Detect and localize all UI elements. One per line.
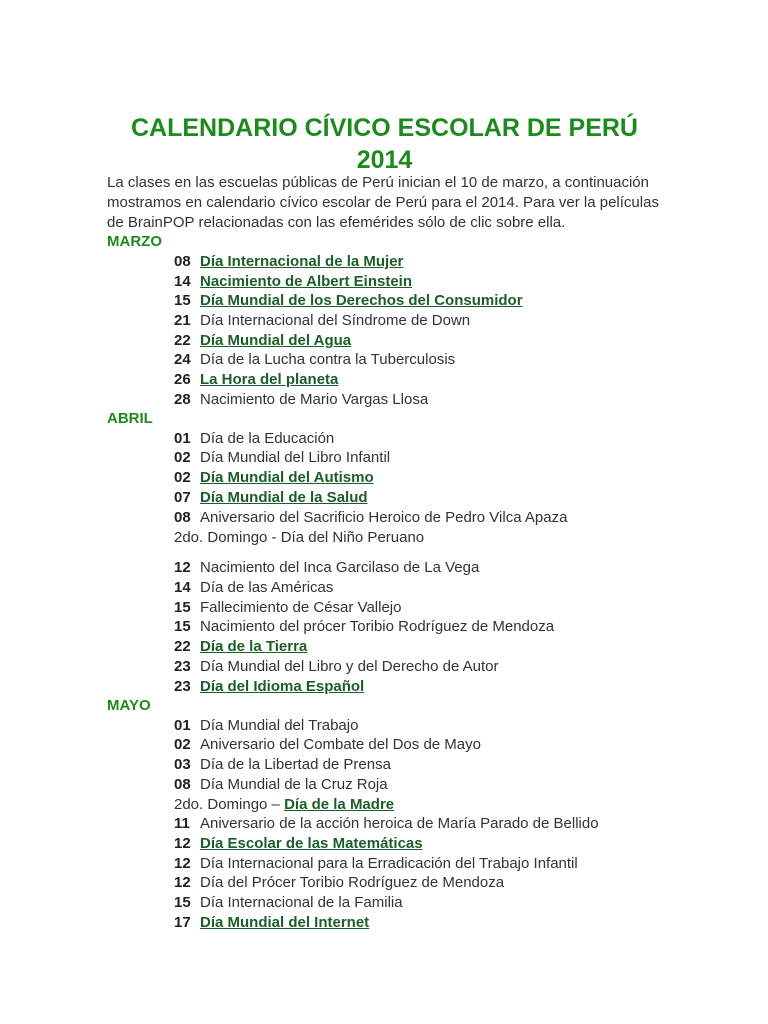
event-date-prefix: 2do. Domingo - Día del Niño Peruano [174, 529, 425, 546]
event-day: 02 [174, 469, 191, 486]
event-text: Día Mundial del Libro Infantil [200, 449, 391, 466]
calendar-event-row [174, 291, 523, 311]
calendar-event-row [174, 468, 374, 488]
event-text: Día del Prócer Toribio Rodríguez de Mendoza [200, 874, 505, 891]
event-day: 14 [174, 273, 191, 290]
calendar-event-row [174, 913, 369, 933]
calendar-event-row [174, 677, 364, 697]
event-link[interactable]: Día Mundial del Agua [200, 332, 352, 349]
calendar-event-row [174, 814, 599, 834]
month-heading-mayo: MAYO [107, 697, 151, 714]
event-link[interactable]: Día de la Tierra [200, 638, 308, 655]
event-day: 07 [174, 489, 191, 506]
calendar-event-row [174, 755, 391, 775]
calendar-event-row [174, 854, 578, 874]
event-day: 17 [174, 914, 191, 931]
calendar-event-row [174, 795, 394, 815]
calendar-event-row [174, 735, 481, 755]
event-day: 12 [174, 874, 191, 891]
calendar-event-row [174, 448, 390, 468]
calendar-event-row [174, 390, 428, 410]
event-text: Día de la Lucha contra la Tuberculosis [200, 351, 456, 368]
calendar-event-row [174, 775, 388, 795]
calendar-event-row [174, 508, 567, 528]
calendar-event-row [174, 637, 307, 657]
calendar-event-row [174, 350, 455, 370]
calendar-event-row [174, 429, 334, 449]
event-link[interactable]: Día Mundial del Autismo [200, 469, 374, 486]
page-title: CALENDARIO CÍVICO ESCOLAR DE PERÚ 2014 [131, 114, 638, 174]
event-text: Día de la Libertad de Prensa [200, 756, 391, 773]
event-day: 15 [174, 894, 191, 911]
event-day: 02 [174, 449, 191, 466]
month-heading-abril: ABRIL [107, 410, 153, 427]
event-day: 12 [174, 559, 191, 576]
intro-paragraph: La clases en las escuelas públicas de Perú inician el 10 de marzo, a continuación mostramos en calendario cívico escolar de Perú para el 2014. Para ver la películas de BrainPOP relacionadas con las efemérides sólo de clic sobre ella. [107, 174, 659, 231]
calendar-event-row [174, 311, 470, 331]
event-day: 15 [174, 599, 191, 616]
event-link[interactable]: Día Mundial de la Salud [200, 489, 368, 506]
calendar-event-row [174, 834, 423, 854]
event-day: 15 [174, 618, 191, 635]
event-day: 28 [174, 391, 191, 408]
calendar-event-row [174, 488, 368, 508]
event-text: Día de la Educación [200, 430, 335, 447]
calendar-event-row [174, 528, 424, 548]
event-link[interactable]: Día del Idioma Español [200, 678, 365, 695]
event-text: Día de las Américas [200, 579, 334, 596]
event-text: Día Mundial del Trabajo [200, 717, 359, 734]
event-day: 23 [174, 678, 191, 695]
event-day: 08 [174, 253, 191, 270]
event-text: Día Internacional del Síndrome de Down [200, 312, 471, 329]
event-day: 03 [174, 756, 191, 773]
event-day: 15 [174, 292, 191, 309]
event-text: Aniversario del Combate del Dos de Mayo [200, 736, 481, 753]
event-text: Nacimiento del prócer Toribio Rodríguez de Mendoza [200, 618, 555, 635]
event-day: 14 [174, 579, 191, 596]
calendar-event-row [174, 331, 351, 351]
event-link[interactable]: Día Mundial del Internet [200, 914, 370, 931]
event-text: Aniversario de la acción heroica de María Parado de Bellido [200, 815, 599, 832]
event-day: 01 [174, 717, 191, 734]
calendar-event-row [174, 598, 401, 618]
calendar-event-row [174, 578, 333, 598]
event-day: 08 [174, 509, 191, 526]
event-link[interactable]: Día Internacional de la Mujer [200, 253, 404, 270]
event-date-prefix: 2do. Domingo – [174, 796, 285, 813]
calendar-event-row [174, 657, 499, 677]
event-text: Nacimiento de Mario Vargas Llosa [200, 391, 429, 408]
event-link[interactable]: Día Mundial de los Derechos del Consumidor [200, 292, 523, 309]
event-day: 24 [174, 351, 191, 368]
event-link[interactable]: La Hora del planeta [200, 371, 339, 388]
event-day: 26 [174, 371, 191, 388]
event-day: 01 [174, 430, 191, 447]
event-day: 21 [174, 312, 191, 329]
calendar-event-row [174, 558, 479, 578]
event-text: Fallecimiento de César Vallejo [200, 599, 402, 616]
event-text: Día Internacional para la Erradicación del Trabajo Infantil [200, 855, 578, 872]
event-link[interactable]: Día Escolar de las Matemáticas [200, 835, 423, 852]
event-text: Nacimiento del Inca Garcilaso de La Vega [200, 559, 480, 576]
event-text: Día Mundial del Libro y del Derecho de Autor [200, 658, 499, 675]
calendar-event-row [174, 370, 338, 390]
calendar-event-row [174, 252, 403, 272]
event-day: 22 [174, 638, 191, 655]
event-text: Día Mundial de la Cruz Roja [200, 776, 388, 793]
event-day: 02 [174, 736, 191, 753]
event-day: 23 [174, 658, 191, 675]
calendar-event-row [174, 272, 412, 292]
event-link[interactable]: Día de la Madre [284, 796, 395, 813]
calendar-event-row [174, 617, 554, 637]
event-link[interactable]: Nacimiento de Albert Einstein [200, 273, 412, 290]
month-heading-marzo: MARZO [107, 233, 162, 250]
event-day: 08 [174, 776, 191, 793]
event-text: Día Internacional de la Familia [200, 894, 403, 911]
event-day: 22 [174, 332, 191, 349]
calendar-event-row [174, 893, 403, 913]
calendar-event-row [174, 716, 358, 736]
event-day: 11 [174, 815, 190, 832]
event-text: Aniversario del Sacrificio Heroico de Pedro Vilca Apaza [200, 509, 568, 526]
event-day: 12 [174, 855, 191, 872]
calendar-event-row [174, 873, 504, 893]
event-day: 12 [174, 835, 191, 852]
